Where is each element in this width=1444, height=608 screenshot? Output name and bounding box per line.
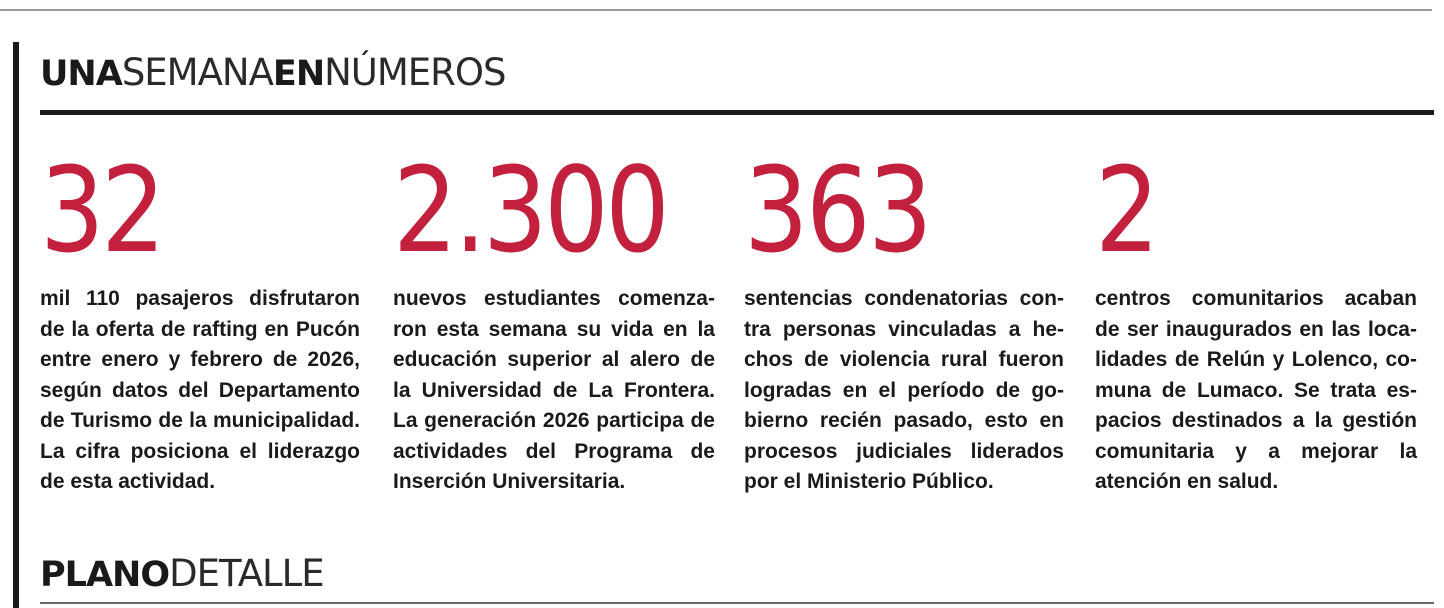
section-divider: [40, 110, 1434, 115]
stat-description: centros comunitarios acaban de ser inaugurados en las localidades de Relún y Lolenco, comuna de Lumaco. Se trata espacios destinados a la gestión comunitaria y a mejorar la atención en salud.: [1095, 287, 1417, 493]
title-bold-plano: PLANO: [40, 555, 170, 595]
bottom-divider: [40, 602, 1434, 604]
stat-description: mil 110 pasajeros disfrutaron de la oferta de rafting en Pucón entre enero y febrero de 2026, según datos del Departamento de Turismo de la municipalidad. La cifra posiciona el liderazgo de esta actividad.: [40, 287, 360, 493]
stat-number: 32: [40, 141, 163, 279]
top-divider: [0, 9, 1432, 11]
title-light-semana: SEMANA: [121, 51, 273, 94]
title-light-detalle: DETALLE: [169, 552, 324, 595]
title-light-numeros: NÚMEROS: [324, 51, 506, 94]
stat-description: sentencias condenatorias contra personas vinculadas a hechos de violencia rural fueron logradas en el período de gobierno recién pasado, esto en procesos judiciales liderados por el Ministerio Público.: [744, 287, 1064, 493]
section-title-una-semana-en-numeros: [40, 50, 506, 92]
title-bold-en: EN: [272, 54, 325, 94]
section-title-plano-detalle: [40, 551, 324, 593]
stat-column-1: [40, 141, 360, 498]
stat-column-3: [744, 141, 1064, 498]
stat-number: 2: [1095, 141, 1157, 279]
stat-number: 2.300: [393, 141, 667, 279]
stat-column-2: [393, 141, 715, 498]
title-bold-una: UNA: [40, 54, 122, 94]
stat-description: nuevos estudiantes comenzaron esta semana su vida en la educación superior al alero de la Universidad de La Frontera. La generación 2026 participa de actividades del Programa de Inserción Universitaria.: [393, 287, 715, 493]
stat-number: 363: [744, 141, 930, 279]
left-accent-bar: [13, 42, 19, 608]
stat-column-4: [1095, 141, 1417, 498]
